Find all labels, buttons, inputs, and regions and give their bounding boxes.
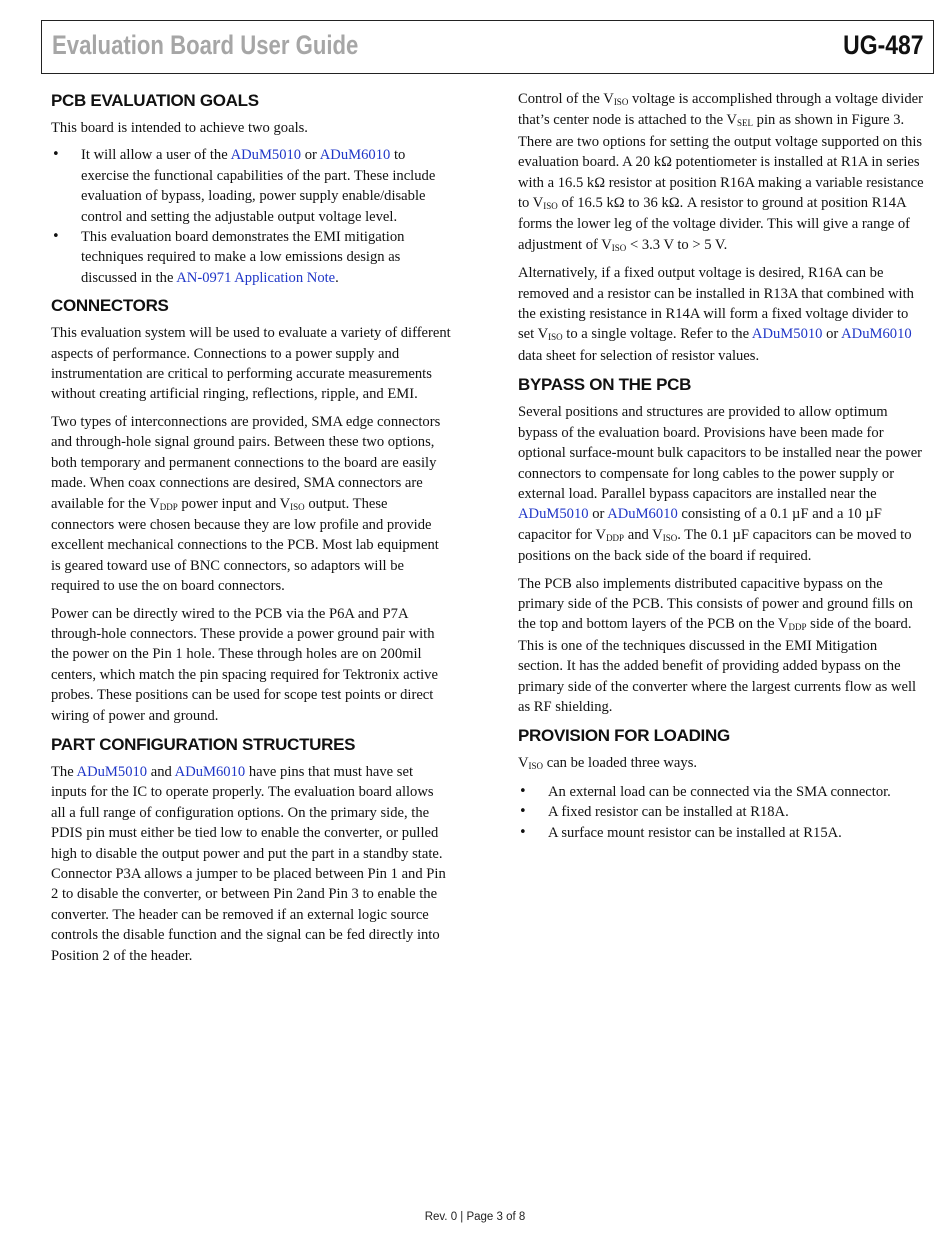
page-header bbox=[41, 20, 934, 74]
list-item: • This evaluation board demonstrates the EMI mitigation techniques required to make a low emissions design as discussed in the AN-0971 Application Note. bbox=[51, 227, 451, 288]
link-adum6010[interactable]: ADuM6010 bbox=[841, 326, 912, 343]
connectors-paragraph-2: Two types of interconnections are provided, SMA edge connectors and through-hole signal ground pairs. Between these two options, both temporary and permanent connections to the board are easily made. When coax connections are desired, SMA connectors are available for the $V_{DDP}$ power input and $V_{ISO}$ output. These connectors were chosen because they are low profile and provide excellent mechanical connections to the PCB. Most lab equipment is geared toward use of BNC connectors, so adaptors will be required to use the on board connectors. bbox=[51, 413, 441, 595]
goals-list bbox=[51, 145, 451, 288]
section-heading-connectors: CONNECTORS bbox=[51, 296, 169, 316]
viso-paragraph-1: Control of the $V_{ISO}$ voltage is accomplished through a voltage divider that’s center node is attached to the $V_{SEL}$ pin as shown in Figure 3. There are two options for setting the output voltage supported on this evaluation board. A 20 kΩ potentiometer is installed at R1A in series with a 16.5 kΩ resistor at position R16A making a variable resistance to $V_{ISO}$ of 16.5 kΩ to 36 kΩ. A resistor to ground at position R14A forms the lower leg of the voltage divider. This will give a range of adjustment of $V_{ISO} < 3.3$ V to > 5 V. bbox=[518, 91, 924, 253]
header-title: Evaluation Board User Guide bbox=[52, 30, 359, 60]
connectors-paragraph-3: Power can be directly wired to the PCB via the P6A and P7A through-hole connectors. These provide a power ground pair with the power on the Pin 1 hole. These through holes are on 200mil centers, which match the pin spacing required for Tektronix active probes. These positions can be used for scope test points or direct wiring of power and ground. bbox=[51, 605, 438, 724]
link-adum6010[interactable]: ADuM6010 bbox=[607, 506, 678, 523]
list-item: • An external load can be connected via the SMA connector. bbox=[518, 782, 924, 802]
connectors-paragraph-1: This evaluation system will be used to evaluate a variety of different aspects of performance. Connections to a power supply and instrumentation are critical to performing accurate measurements without creating artificial ringing, reflections, ripple, and EMI. bbox=[51, 325, 451, 403]
loading-list bbox=[518, 782, 924, 843]
part-config-paragraph: The ADuM5010 and ADuM6010 have pins that must have set inputs for the IC to operate properly. The evaluation board allows all a full range of configuration options. On the primary side, the PDIS pin must either be tied low to enable the converter, or pulled high to disable the output power and put the part in a standby state. Connector P3A allows a jumper to be placed between Pin 1 and Pin 2 to disable the converter, or between Pin 2and Pin 3 to enable the converter. The header can be removed if an external logic source controls the disable function and the signal can be fed directly into Position 2 of the header. bbox=[51, 763, 446, 964]
link-an0971[interactable]: AN-0971 Application Note bbox=[176, 269, 336, 286]
goals-intro: This board is intended to achieve two goals. bbox=[51, 120, 308, 136]
bypass-paragraph-1: Several positions and structures are provided to allow optimum bypass of the evaluation board. Provisions have been made for optional surface-mount bulk capacitors to be installed near the power connectors to compensate for long cables to the power supply or external load. Parallel bypass capacitors are installed near the ADuM5010 or ADuM6010 consisting of a 0.1 µF and a 10 µF capacitor for $V_{DDP}$ and $V_{ISO}$. The 0.1 µF capacitors can be moved to positions on the back side of the board if required. bbox=[518, 404, 923, 565]
document-number: UG-487 bbox=[843, 30, 924, 60]
section-heading-part-config: PART CONFIGURATION STRUCTURES bbox=[51, 734, 356, 754]
link-adum5010[interactable]: ADuM5010 bbox=[751, 326, 823, 343]
section-heading-loading: PROVISION FOR LOADING bbox=[518, 726, 730, 746]
page-footer: Rev. 0 | Page 3 of 8 bbox=[424, 1211, 526, 1223]
link-adum5010[interactable]: ADuM5010 bbox=[518, 506, 589, 523]
section-heading-goals: PCB EVALUATION GOALS bbox=[51, 91, 259, 110]
link-adum6010[interactable]: ADuM6010 bbox=[319, 147, 391, 164]
list-item: • A surface mount resistor can be installed at R15A. bbox=[518, 823, 924, 843]
loading-intro: $V_{ISO}$ can be loaded three ways. bbox=[518, 755, 698, 772]
list-item: • A fixed resistor can be installed at R18A. bbox=[518, 802, 924, 822]
link-adum5010[interactable]: ADuM5010 bbox=[230, 147, 302, 164]
left-column bbox=[51, 89, 451, 973]
link-adum5010[interactable]: ADuM5010 bbox=[76, 763, 148, 780]
section-heading-bypass: BYPASS ON THE PCB bbox=[518, 375, 692, 395]
list-item: • It will allow a user of the ADuM5010 or ADuM6010 to exercise the functional capabilities of the part. These include evaluation of bypass, loading, power supply enable/disable control and setting the adjustable output voltage level. bbox=[51, 145, 451, 227]
right-column bbox=[518, 89, 924, 849]
link-adum6010[interactable]: ADuM6010 bbox=[174, 763, 246, 780]
viso-paragraph-2: Alternatively, if a fixed output voltage is desired, R16A can be removed and a resistor can be installed in R13A that combined with the existing resistance in R14A will form a fixed voltage divider to set $V_{ISO}$ to a single voltage. Refer to the ADuM5010 or ADuM6010 data sheet for selection of resistor values. bbox=[518, 265, 914, 364]
bypass-paragraph-2: The PCB also implements distributed capacitive bypass on the primary side of the PCB. This consists of power and ground fills on the top and bottom layers of the PCB on the $V_{DDP}$ side of the board. This is one of the techniques discussed in the EMI Mitigation section. It has the added benefit of providing added bypass on the primary side of the converter where the largest currents flow as well as RF shielding. bbox=[518, 575, 917, 715]
